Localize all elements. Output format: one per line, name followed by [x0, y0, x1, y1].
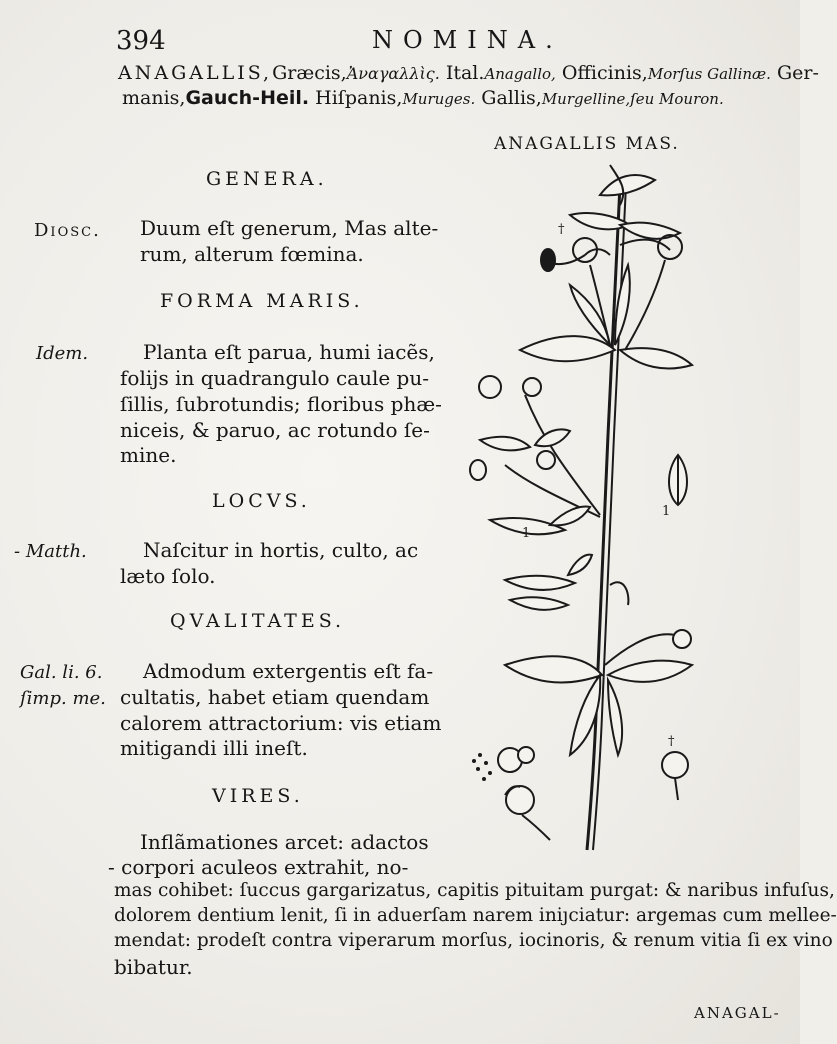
- margin-note-idem: Idem.: [36, 343, 89, 364]
- forma-line-5: mine.: [120, 443, 177, 467]
- running-title: NOMINA.: [372, 26, 563, 54]
- leaf-lower-right: [608, 661, 692, 682]
- margin-note-matth: - Matth.: [14, 541, 87, 562]
- anagallis-woodcut-illustration: [450, 155, 780, 855]
- top-leaf: [600, 175, 655, 195]
- forma-line-4: niceis, & paruo, ac rotundo ſe-: [120, 418, 430, 442]
- leaf-lower-left: [505, 656, 602, 682]
- vires-line-6: bibatur.: [114, 955, 193, 979]
- forma-line-2: folijs in quadrangulo caule pu-: [120, 366, 429, 390]
- locus-line-1: Naſcitur in hortis, culto, ac: [143, 538, 419, 562]
- forma-line-1: Planta eſt parua, humi iacẽs,: [143, 340, 435, 364]
- forma-line-3: ſillis, ſubrotundis; floribus phæ-: [120, 392, 442, 416]
- qualitates-line-4: mitigandi illi ineſt.: [120, 736, 308, 760]
- heading-locus: LOCVS.: [212, 490, 311, 512]
- flower-detail-right: [662, 752, 688, 778]
- figure-label-1-left: 1: [522, 526, 531, 541]
- figure-cross-left: †: [558, 222, 565, 237]
- names-line-2: manis,Gauch-Heil. Hiſpanis,Muruges. Gallis,Murgelline,ſeu Mouron.: [122, 87, 724, 109]
- margin-note-diosc: Diosc.: [34, 220, 101, 241]
- genera-line-2: rum, alterum fœmina.: [140, 242, 364, 266]
- qualitates-line-1: Admodum extergentis eſt fa-: [143, 659, 434, 683]
- main-stem: [587, 185, 620, 850]
- figure-label-1-right: 1: [662, 504, 671, 519]
- margin-note-simp: ſimp. me.: [20, 688, 106, 709]
- margin-note-gal: Gal. li. 6.: [20, 662, 103, 683]
- heading-qualitates: QVALITATES.: [170, 610, 346, 632]
- vires-line-5: mendat: prodeſt contra viperarum morſus, iocinoris, & renum vitia ſi ex vino: [114, 930, 833, 951]
- heading-genera: GENERA.: [206, 168, 328, 190]
- leaf-upper-right: [620, 348, 692, 368]
- heading-vires: VIRES.: [212, 785, 304, 807]
- catchword: ANAGAL-: [694, 1004, 781, 1022]
- heading-forma-maris: FORMA MARIS.: [160, 290, 364, 312]
- leaf-upper-left: [520, 336, 615, 361]
- vires-line-4: dolorem dentium lenit, ſi in aduerſam narem iniȷciatur: argemas cum mellee-: [114, 905, 837, 926]
- figure-caption: ANAGALLIS MAS.: [494, 134, 680, 154]
- vires-line-3: mas cohibet: ſuccus gargarizatus, capitis pituitam purgat: & naribus infuſus,: [114, 880, 835, 901]
- locus-line-2: læto ſolo.: [120, 564, 216, 588]
- figure-cross-right: †: [668, 734, 675, 749]
- page-number: 394: [116, 26, 166, 56]
- vires-line-1: Inflãmationes arcet: adactos: [140, 830, 429, 854]
- genera-line-1: Duum eſt generum, Mas alte-: [140, 216, 439, 240]
- qualitates-line-3: calorem attractorium: vis etiam: [120, 711, 442, 735]
- vires-line-2: - corpori aculeos extrahit, no-: [108, 855, 409, 879]
- names-line-1: ANAGALLIS,Græcis,Ἀναγαλλὶς. Ital.Anagallo, Officinis,Morſus Gallinæ. Ger-: [118, 62, 819, 84]
- flower-left-1: [479, 376, 501, 398]
- flower-upper-right: [658, 235, 682, 259]
- qualitates-line-2: cultatis, habet etiam quendam: [120, 685, 430, 709]
